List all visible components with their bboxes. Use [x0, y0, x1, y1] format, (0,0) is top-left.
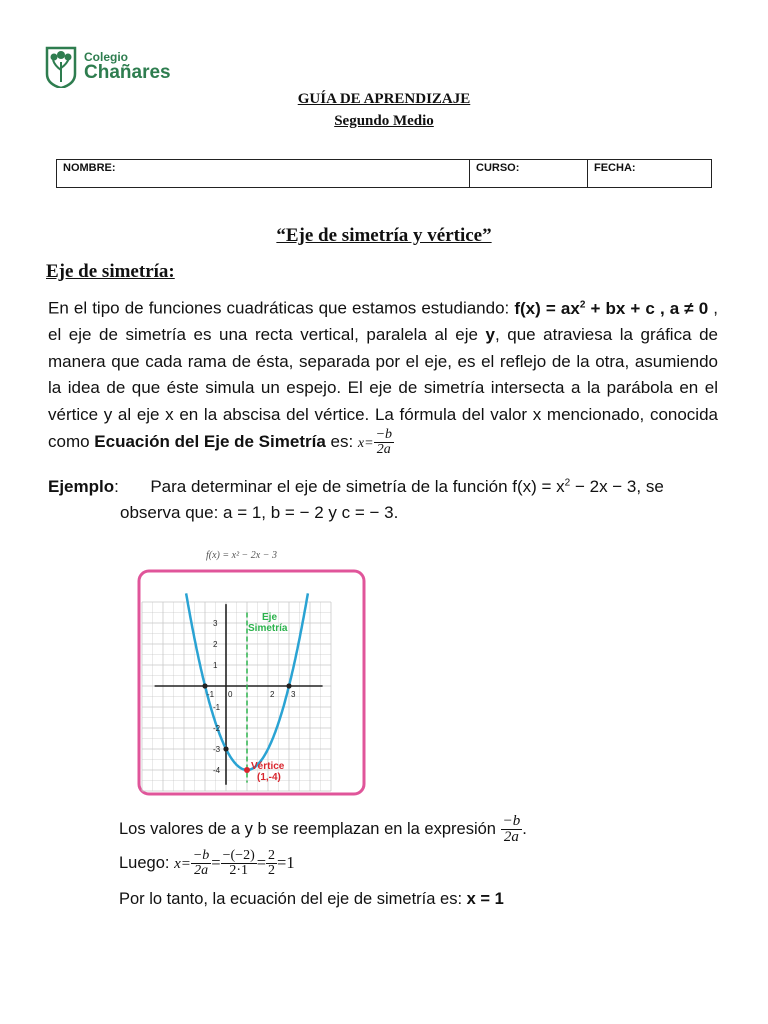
formula-x: x= — [357, 436, 374, 452]
y-tick-label: -4 — [213, 766, 221, 775]
luego-label: Luego: — [119, 853, 170, 872]
student-info-table — [56, 159, 712, 188]
para-text-2: , el eje de simetría es una recta vertical, paralela al eje — [48, 298, 718, 345]
curso-field[interactable]: CURSO: — [470, 160, 588, 188]
y-tick-label: -2 — [213, 724, 221, 733]
y-tick-label: 1 — [213, 661, 218, 670]
formula-fraction: $\frac{-b}{2a}$ — [375, 427, 393, 458]
graph-title: f(x) = x² − 2x − 3 — [206, 550, 277, 561]
page-subtitle: Segundo Medio — [334, 113, 434, 129]
result-value: x = 1 — [466, 890, 504, 908]
para-text-4: es: — [325, 432, 358, 452]
substitution-fraction: $\frac{-b}{2a}$ — [502, 813, 521, 845]
x-tick-label: 2 — [270, 690, 275, 699]
substitution-line: Los valores de a y b se reemplazan en la expresión $\frac{-b}{2a}$ . — [119, 813, 527, 845]
school-logo — [44, 44, 184, 92]
example-label: Ejemplo — [48, 477, 115, 496]
x-tick-label: 0 — [228, 690, 233, 699]
logo-big-text: Chañares — [84, 62, 171, 83]
page-title: GUÍA DE APRENDIZAJE — [297, 91, 471, 107]
intercept-point — [202, 683, 207, 688]
section-heading: Eje de simetría: — [46, 261, 175, 282]
graph-canvas — [136, 568, 368, 800]
vertex-point — [244, 767, 250, 773]
x-tick-label: 3 — [291, 690, 296, 699]
y-tick-label: 3 — [213, 619, 218, 628]
calculation-line: Luego: x= $\frac{-b}{2a}$ = $\frac{-(-2)}{2\cdot 1}$ = $\frac{2}{2}$ =1 — [119, 848, 295, 878]
example-line-2: observa que: a = 1, b = − 2 y c = − 3. — [120, 503, 399, 522]
para-text-3: , que atraviesa la gráfica de manera que cada rama de ésta, separada por el eje, es el reflejo de la otra, asumiendo la idea de que éste simula un espejo. El eje de simetría intersecta a la parábola en el vértice y al eje x en la abscisa del vértice. La fórmula del valor x mencionado, conocida como — [48, 325, 718, 452]
y-axis-word: y — [485, 325, 495, 345]
logo-small-text: Colegio — [84, 50, 128, 64]
conclusion-line: Por lo tanto, la ecuación del eje de simetría es: x = 1 — [119, 890, 504, 908]
y-tick-label: -1 — [213, 703, 221, 712]
example-line-1: Ejemplo: Para determinar el eje de simetría de la función $f(x) = x^2 - 2x - 3$, se — [48, 477, 664, 496]
tree-icon — [44, 44, 78, 88]
parabola-graph — [136, 550, 368, 800]
intercept-point — [286, 683, 291, 688]
x-tick-label: -1 — [207, 690, 215, 699]
main-heading: “Eje de simetría y vértice” — [276, 225, 492, 246]
symmetry-label-2: Simetría — [248, 623, 288, 634]
definition-paragraph — [48, 292, 718, 458]
fecha-field[interactable]: FECHA: — [588, 160, 712, 188]
example-text-1: Para determinar el eje de simetría de la función f(x) = x — [150, 477, 565, 496]
y-tick-label: 2 — [213, 640, 218, 649]
intercept-point — [223, 746, 228, 751]
y-tick-label: -3 — [213, 745, 221, 754]
function-expression: $f(x) = ax^2$ + bx + c , a ≠ 0 — [514, 298, 709, 318]
para-text-1: En el tipo de funciones cuadráticas que estamos estudiando: — [48, 298, 515, 318]
equation-name: Ecuación del Eje de Simetría — [94, 432, 326, 452]
nombre-field[interactable]: NOMBRE: — [57, 160, 470, 188]
symmetry-label-1: Eje — [262, 612, 278, 623]
vertex-label-2: (1,-4) — [257, 772, 281, 783]
vertex-label-1: Vértice — [251, 761, 285, 772]
